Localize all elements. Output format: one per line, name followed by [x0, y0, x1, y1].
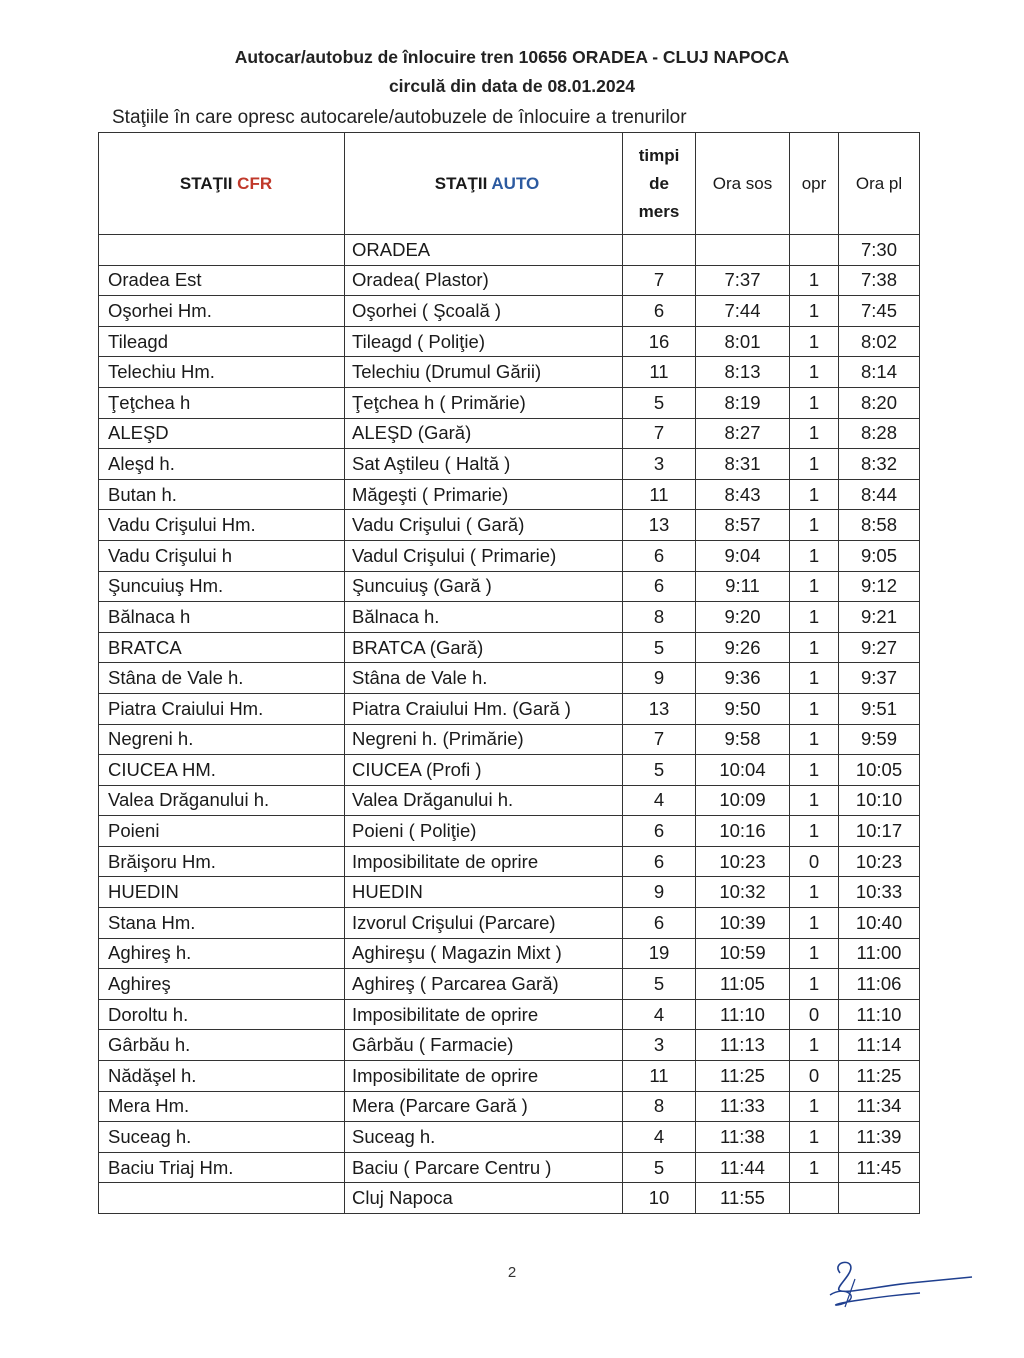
cell-statie-cfr: Vadu Crişului Hm.	[99, 510, 345, 541]
cell-statie-cfr: Oşorhei Hm.	[99, 296, 345, 327]
cell-statie-auto: Imposibilitate de oprire	[345, 999, 623, 1030]
table-row	[99, 785, 920, 816]
signature-mark	[800, 1255, 980, 1315]
cell-oprire	[790, 235, 839, 266]
cell-timp-mers: 11	[623, 479, 696, 510]
cell-statie-auto: Oradea( Plastor)	[345, 265, 623, 296]
cell-ora-plecare: 8:02	[839, 326, 920, 357]
cell-statie-auto: Tileagd ( Poliţie)	[345, 326, 623, 357]
cell-statie-cfr: Valea Drăganului h.	[99, 785, 345, 816]
cell-statie-auto: Şuncuiuş (Gară )	[345, 571, 623, 602]
cell-statie-auto: Cluj Napoca	[345, 1183, 623, 1214]
cell-ora-sosire: 10:39	[696, 908, 790, 939]
cell-statie-auto: Aghireşu ( Magazin Mixt )	[345, 938, 623, 969]
cell-ora-plecare: 8:32	[839, 449, 920, 480]
cell-ora-sosire: 8:27	[696, 418, 790, 449]
cell-ora-sosire: 10:09	[696, 785, 790, 816]
cell-ora-sosire: 9:26	[696, 632, 790, 663]
cell-ora-sosire: 8:31	[696, 449, 790, 480]
cell-statie-cfr: Mera Hm.	[99, 1091, 345, 1122]
table-row	[99, 296, 920, 327]
table-row	[99, 1152, 920, 1183]
cell-statie-cfr: HUEDIN	[99, 877, 345, 908]
cell-oprire: 1	[790, 1122, 839, 1153]
cell-oprire: 1	[790, 449, 839, 480]
cell-ora-sosire: 11:05	[696, 969, 790, 1000]
cell-statie-cfr: ALEŞD	[99, 418, 345, 449]
cell-ora-sosire: 9:04	[696, 540, 790, 571]
cell-oprire: 1	[790, 1030, 839, 1061]
cell-oprire: 1	[790, 908, 839, 939]
cell-statie-cfr: Aghireş	[99, 969, 345, 1000]
cell-timp-mers: 9	[623, 663, 696, 694]
cell-ora-plecare: 11:34	[839, 1091, 920, 1122]
table-row	[99, 1030, 920, 1061]
cell-timp-mers: 6	[623, 540, 696, 571]
cell-ora-sosire: 11:10	[696, 999, 790, 1030]
cell-oprire: 1	[790, 357, 839, 388]
cell-ora-plecare: 8:58	[839, 510, 920, 541]
cell-timp-mers: 6	[623, 571, 696, 602]
cell-oprire: 1	[790, 877, 839, 908]
cell-ora-plecare: 10:40	[839, 908, 920, 939]
page-number: 2	[507, 1264, 517, 1281]
cell-ora-plecare: 11:39	[839, 1122, 920, 1153]
cell-oprire: 1	[790, 1152, 839, 1183]
cell-ora-sosire: 9:20	[696, 602, 790, 633]
cell-statie-auto: Ţeţchea h ( Primărie)	[345, 387, 623, 418]
table-row	[99, 449, 920, 480]
table-row	[99, 357, 920, 388]
cell-oprire: 0	[790, 1061, 839, 1092]
cell-timp-mers: 7	[623, 418, 696, 449]
cell-statie-cfr: Gârbău h.	[99, 1030, 345, 1061]
table-row	[99, 632, 920, 663]
cell-ora-sosire: 11:13	[696, 1030, 790, 1061]
cell-statie-auto: ALEŞD (Gară)	[345, 418, 623, 449]
cell-timp-mers: 8	[623, 1091, 696, 1122]
cell-statie-cfr	[99, 1183, 345, 1214]
cell-ora-plecare: 11:45	[839, 1152, 920, 1183]
header-row	[99, 133, 920, 235]
table-row	[99, 816, 920, 847]
cell-timp-mers: 16	[623, 326, 696, 357]
header-ora-sos: Ora sos	[696, 133, 790, 235]
header-timpi-de-mers	[623, 133, 696, 235]
table-row	[99, 724, 920, 755]
cell-statie-cfr: BRATCA	[99, 632, 345, 663]
cell-ora-sosire: 8:13	[696, 357, 790, 388]
cell-timp-mers: 5	[623, 969, 696, 1000]
cell-oprire: 1	[790, 479, 839, 510]
cell-timp-mers: 6	[623, 296, 696, 327]
table-row	[99, 999, 920, 1030]
cell-ora-sosire: 10:16	[696, 816, 790, 847]
cell-ora-sosire: 7:37	[696, 265, 790, 296]
cell-ora-sosire: 10:04	[696, 755, 790, 786]
cell-timp-mers: 10	[623, 1183, 696, 1214]
cell-statie-cfr: Brăişoru Hm.	[99, 846, 345, 877]
cell-oprire: 0	[790, 999, 839, 1030]
cell-statie-auto: Imposibilitate de oprire	[345, 846, 623, 877]
table-row	[99, 877, 920, 908]
cell-ora-plecare: 10:17	[839, 816, 920, 847]
cell-statie-cfr: Şuncuiuş Hm.	[99, 571, 345, 602]
schedule-table	[98, 132, 920, 1214]
cell-ora-plecare: 9:05	[839, 540, 920, 571]
cell-ora-plecare: 9:59	[839, 724, 920, 755]
cell-ora-sosire: 11:25	[696, 1061, 790, 1092]
table-row	[99, 969, 920, 1000]
header-timpi-line: timpi	[638, 145, 680, 165]
table-row	[99, 846, 920, 877]
cell-ora-plecare: 11:06	[839, 969, 920, 1000]
cell-statie-cfr: Ţeţchea h	[99, 387, 345, 418]
cell-ora-sosire: 10:59	[696, 938, 790, 969]
table-row	[99, 540, 920, 571]
cell-statie-auto: Măgeşti ( Primarie)	[345, 479, 623, 510]
cell-oprire: 1	[790, 571, 839, 602]
cell-timp-mers: 3	[623, 1030, 696, 1061]
cell-statie-auto: Gârbău ( Farmacie)	[345, 1030, 623, 1061]
cell-oprire: 1	[790, 816, 839, 847]
cell-ora-sosire: 11:55	[696, 1183, 790, 1214]
cell-ora-plecare: 9:37	[839, 663, 920, 694]
cell-statie-auto: Poieni ( Poliţie)	[345, 816, 623, 847]
cell-timp-mers: 11	[623, 357, 696, 388]
header-statii-auto	[345, 133, 623, 235]
cell-timp-mers: 19	[623, 938, 696, 969]
cell-ora-plecare: 8:20	[839, 387, 920, 418]
cell-timp-mers: 5	[623, 755, 696, 786]
cell-statie-cfr: Tileagd	[99, 326, 345, 357]
cell-oprire: 1	[790, 938, 839, 969]
document-date-line: circulă din data de 08.01.2024	[388, 76, 636, 96]
cell-statie-cfr: CIUCEA HM.	[99, 755, 345, 786]
cell-ora-plecare: 7:30	[839, 235, 920, 266]
cell-statie-cfr: Oradea Est	[99, 265, 345, 296]
cell-statie-auto: Vadul Crişului ( Primarie)	[345, 540, 623, 571]
cell-ora-plecare: 11:10	[839, 999, 920, 1030]
table-row	[99, 1091, 920, 1122]
cell-ora-sosire: 11:38	[696, 1122, 790, 1153]
cell-oprire: 1	[790, 755, 839, 786]
cell-timp-mers: 8	[623, 602, 696, 633]
cell-ora-plecare: 8:44	[839, 479, 920, 510]
cell-statie-auto: Oşorhei ( Şcoală )	[345, 296, 623, 327]
table-row	[99, 510, 920, 541]
header-de-line: de	[649, 173, 669, 193]
cell-ora-sosire: 9:50	[696, 693, 790, 724]
cell-statie-auto: Bălnaca h.	[345, 602, 623, 633]
cell-oprire: 1	[790, 693, 839, 724]
cell-timp-mers: 6	[623, 908, 696, 939]
table-row	[99, 387, 920, 418]
cell-statie-auto: Suceag h.	[345, 1122, 623, 1153]
cell-statie-auto: Negreni h. (Primărie)	[345, 724, 623, 755]
cell-ora-sosire: 8:57	[696, 510, 790, 541]
cell-statie-auto: Valea Drăganului h.	[345, 785, 623, 816]
cell-statie-auto: BRATCA (Gară)	[345, 632, 623, 663]
cell-statie-cfr: Stana Hm.	[99, 908, 345, 939]
cell-oprire: 1	[790, 326, 839, 357]
header-auto-word: AUTO	[491, 173, 540, 193]
cell-statie-cfr: Bălnaca h	[99, 602, 345, 633]
table-row	[99, 235, 920, 266]
cell-statie-auto: Mera (Parcare Gară )	[345, 1091, 623, 1122]
cell-ora-sosire: 9:36	[696, 663, 790, 694]
cell-statie-cfr: Baciu Triaj Hm.	[99, 1152, 345, 1183]
table-row	[99, 1183, 920, 1214]
cell-statie-cfr	[99, 235, 345, 266]
cell-ora-plecare: 9:27	[839, 632, 920, 663]
table-row	[99, 663, 920, 694]
table-row	[99, 326, 920, 357]
cell-ora-plecare: 9:12	[839, 571, 920, 602]
cell-statie-cfr: Aleşd h.	[99, 449, 345, 480]
document-subtitle: Staţiile în care opresc autocarele/autobuzele de înlocuire a trenurilor	[112, 107, 687, 128]
cell-ora-sosire	[696, 235, 790, 266]
cell-statie-auto: Sat Aştileu ( Haltă )	[345, 449, 623, 480]
cell-oprire: 1	[790, 418, 839, 449]
table-row	[99, 908, 920, 939]
cell-statie-cfr: Butan h.	[99, 479, 345, 510]
table-row	[99, 1061, 920, 1092]
cell-timp-mers: 4	[623, 999, 696, 1030]
cell-ora-sosire: 10:23	[696, 846, 790, 877]
cell-ora-plecare: 10:23	[839, 846, 920, 877]
cell-statie-cfr: Aghireş h.	[99, 938, 345, 969]
cell-ora-plecare: 11:25	[839, 1061, 920, 1092]
cell-oprire: 1	[790, 1091, 839, 1122]
cell-ora-plecare: 11:00	[839, 938, 920, 969]
schedule-body	[99, 235, 920, 1214]
cell-ora-sosire: 9:58	[696, 724, 790, 755]
cell-statie-cfr: Suceag h.	[99, 1122, 345, 1153]
cell-statie-auto: CIUCEA (Profi )	[345, 755, 623, 786]
cell-timp-mers	[623, 235, 696, 266]
cell-statie-cfr: Stâna de Vale h.	[99, 663, 345, 694]
cell-statie-auto: HUEDIN	[345, 877, 623, 908]
cell-timp-mers: 11	[623, 1061, 696, 1092]
cell-ora-plecare: 7:38	[839, 265, 920, 296]
cell-statie-auto: Telechiu (Drumul Gării)	[345, 357, 623, 388]
table-row	[99, 265, 920, 296]
cell-ora-plecare: 7:45	[839, 296, 920, 327]
cell-statie-cfr: Nădăşel h.	[99, 1061, 345, 1092]
cell-statie-auto: Stâna de Vale h.	[345, 663, 623, 694]
cell-oprire: 1	[790, 510, 839, 541]
cell-statie-cfr: Telechiu Hm.	[99, 357, 345, 388]
cell-statie-auto: Baciu ( Parcare Centru )	[345, 1152, 623, 1183]
header-ora-pl: Ora pl	[839, 133, 920, 235]
header-statii-cfr	[99, 133, 345, 235]
table-row	[99, 693, 920, 724]
cell-ora-plecare: 9:51	[839, 693, 920, 724]
table-row	[99, 755, 920, 786]
cell-ora-plecare: 11:14	[839, 1030, 920, 1061]
cell-timp-mers: 7	[623, 724, 696, 755]
cell-statie-cfr: Piatra Craiului Hm.	[99, 693, 345, 724]
table-row	[99, 418, 920, 449]
cell-statie-auto: Vadu Crişului ( Gară)	[345, 510, 623, 541]
cell-ora-sosire: 8:43	[696, 479, 790, 510]
cell-timp-mers: 6	[623, 816, 696, 847]
cell-statie-auto: Aghireş ( Parcarea Gară)	[345, 969, 623, 1000]
header-mers-line: mers	[638, 201, 680, 221]
cell-timp-mers: 4	[623, 1122, 696, 1153]
cell-timp-mers: 9	[623, 877, 696, 908]
cell-oprire	[790, 1183, 839, 1214]
cell-timp-mers: 7	[623, 265, 696, 296]
cell-ora-plecare: 10:10	[839, 785, 920, 816]
table-row	[99, 1122, 920, 1153]
table-row	[99, 479, 920, 510]
cell-oprire: 1	[790, 663, 839, 694]
cell-ora-plecare	[839, 1183, 920, 1214]
cell-oprire: 0	[790, 846, 839, 877]
cell-ora-plecare: 8:14	[839, 357, 920, 388]
cell-timp-mers: 6	[623, 846, 696, 877]
cell-timp-mers: 13	[623, 693, 696, 724]
cell-oprire: 1	[790, 724, 839, 755]
table-row	[99, 938, 920, 969]
cell-timp-mers: 3	[623, 449, 696, 480]
header-cfr-prefix: STAŢII	[179, 173, 238, 193]
cell-ora-sosire: 7:44	[696, 296, 790, 327]
cell-timp-mers: 4	[623, 785, 696, 816]
cell-ora-sosire: 9:11	[696, 571, 790, 602]
header-auto-prefix: STAŢII	[434, 173, 492, 193]
table-row	[99, 571, 920, 602]
cell-oprire: 1	[790, 602, 839, 633]
cell-statie-cfr: Doroltu h.	[99, 999, 345, 1030]
cell-statie-cfr: Vadu Crişului h	[99, 540, 345, 571]
cell-oprire: 1	[790, 387, 839, 418]
cell-timp-mers: 5	[623, 1152, 696, 1183]
cell-ora-plecare: 8:28	[839, 418, 920, 449]
header-opr: opr	[790, 133, 839, 235]
cell-timp-mers: 13	[623, 510, 696, 541]
cell-oprire: 1	[790, 785, 839, 816]
cell-ora-sosire: 11:33	[696, 1091, 790, 1122]
cell-oprire: 1	[790, 540, 839, 571]
cell-oprire: 1	[790, 969, 839, 1000]
cell-statie-auto: ORADEA	[345, 235, 623, 266]
cell-ora-plecare: 10:33	[839, 877, 920, 908]
cell-ora-sosire: 11:44	[696, 1152, 790, 1183]
cell-statie-cfr: Poieni	[99, 816, 345, 847]
cell-statie-cfr: Negreni h.	[99, 724, 345, 755]
cell-oprire: 1	[790, 265, 839, 296]
table-row	[99, 602, 920, 633]
cell-oprire: 1	[790, 296, 839, 327]
cell-ora-sosire: 10:32	[696, 877, 790, 908]
header-cfr-word: CFR	[237, 173, 273, 193]
cell-oprire: 1	[790, 632, 839, 663]
document-title: Autocar/autobuz de înlocuire tren 10656 ORADEA - CLUJ NAPOCA	[234, 47, 790, 67]
cell-ora-sosire: 8:19	[696, 387, 790, 418]
cell-ora-plecare: 9:21	[839, 602, 920, 633]
cell-timp-mers: 5	[623, 387, 696, 418]
cell-timp-mers: 5	[623, 632, 696, 663]
cell-ora-plecare: 10:05	[839, 755, 920, 786]
cell-ora-sosire: 8:01	[696, 326, 790, 357]
cell-statie-auto: Piatra Craiului Hm. (Gară )	[345, 693, 623, 724]
cell-statie-auto: Izvorul Crişului (Parcare)	[345, 908, 623, 939]
cell-statie-auto: Imposibilitate de oprire	[345, 1061, 623, 1092]
